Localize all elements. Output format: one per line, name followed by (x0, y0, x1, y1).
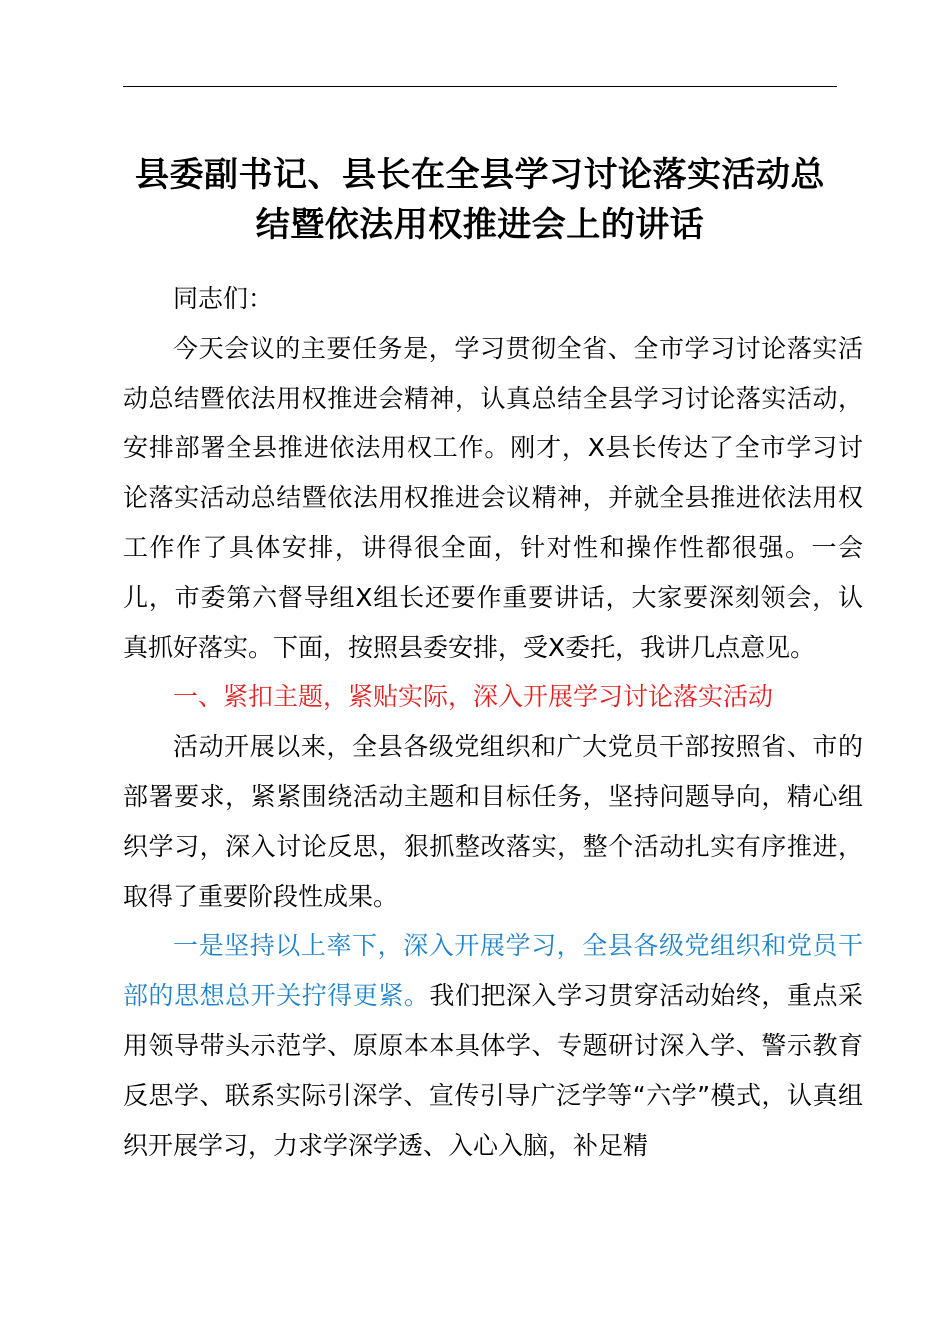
paragraph-progress: 活动开展以来，全县各级党组织和广大党员干部按照省、市的部署要求，紧紧围绕活动主题和目标任务，坚持问题导向，精心组织学习，深入讨论反思，狠抓整改落实，整个活动扎实有序推进，取得了重要阶段性成果。 (123, 732, 863, 911)
document-title (100, 150, 860, 250)
section-heading-1: 一、紧扣主题，紧贴实际，深入开展学习讨论落实活动 (173, 682, 774, 712)
paragraph-point-1 (123, 921, 863, 1170)
paragraph-intro: 今天会议的主要任务是，学习贯彻全省、全市学习讨论落实活动总结暨依法用权推进会精神，认真总结全县学习讨论落实活动，安排部署全县推进依法用权工作。刚才，X县长传达了全市学习讨论落实活动总结暨依法用权推进会议精神，并就全县推进依法用权工作作了具体安排，讲得很全面，针对性和操作性都很强。一会儿，市委第六督导组X组长还要作重要讲话，大家要深刻领会，认真抓好落实。下面，按照县委安排，受X委托，我讲几点意见。 (123, 333, 863, 662)
salutation: 同志们： (173, 284, 274, 313)
header-rule (123, 86, 837, 87)
title-line-1: 县委副书记、县长在全县学习讨论落实活动总 (135, 155, 825, 195)
point-1-lead: 一是坚持以上率下，深入开展学习，全县各级党组织和党员干部的思想总开关拧得更紧。 (123, 931, 863, 1011)
title-line-2: 结暨依法用权推进会上的讲话 (255, 205, 705, 245)
document-body (123, 274, 863, 1170)
point-1-body: 我们把深入学习贯穿活动始终，重点采用领导带头示范学、原原本本具体学、专题研讨深入学、警示教育反思学、联系实际引深学、宣传引导广泛学等“六学”模式，认真组织开展学习，力求学深学透、入心入脑，补足精 (123, 981, 863, 1160)
